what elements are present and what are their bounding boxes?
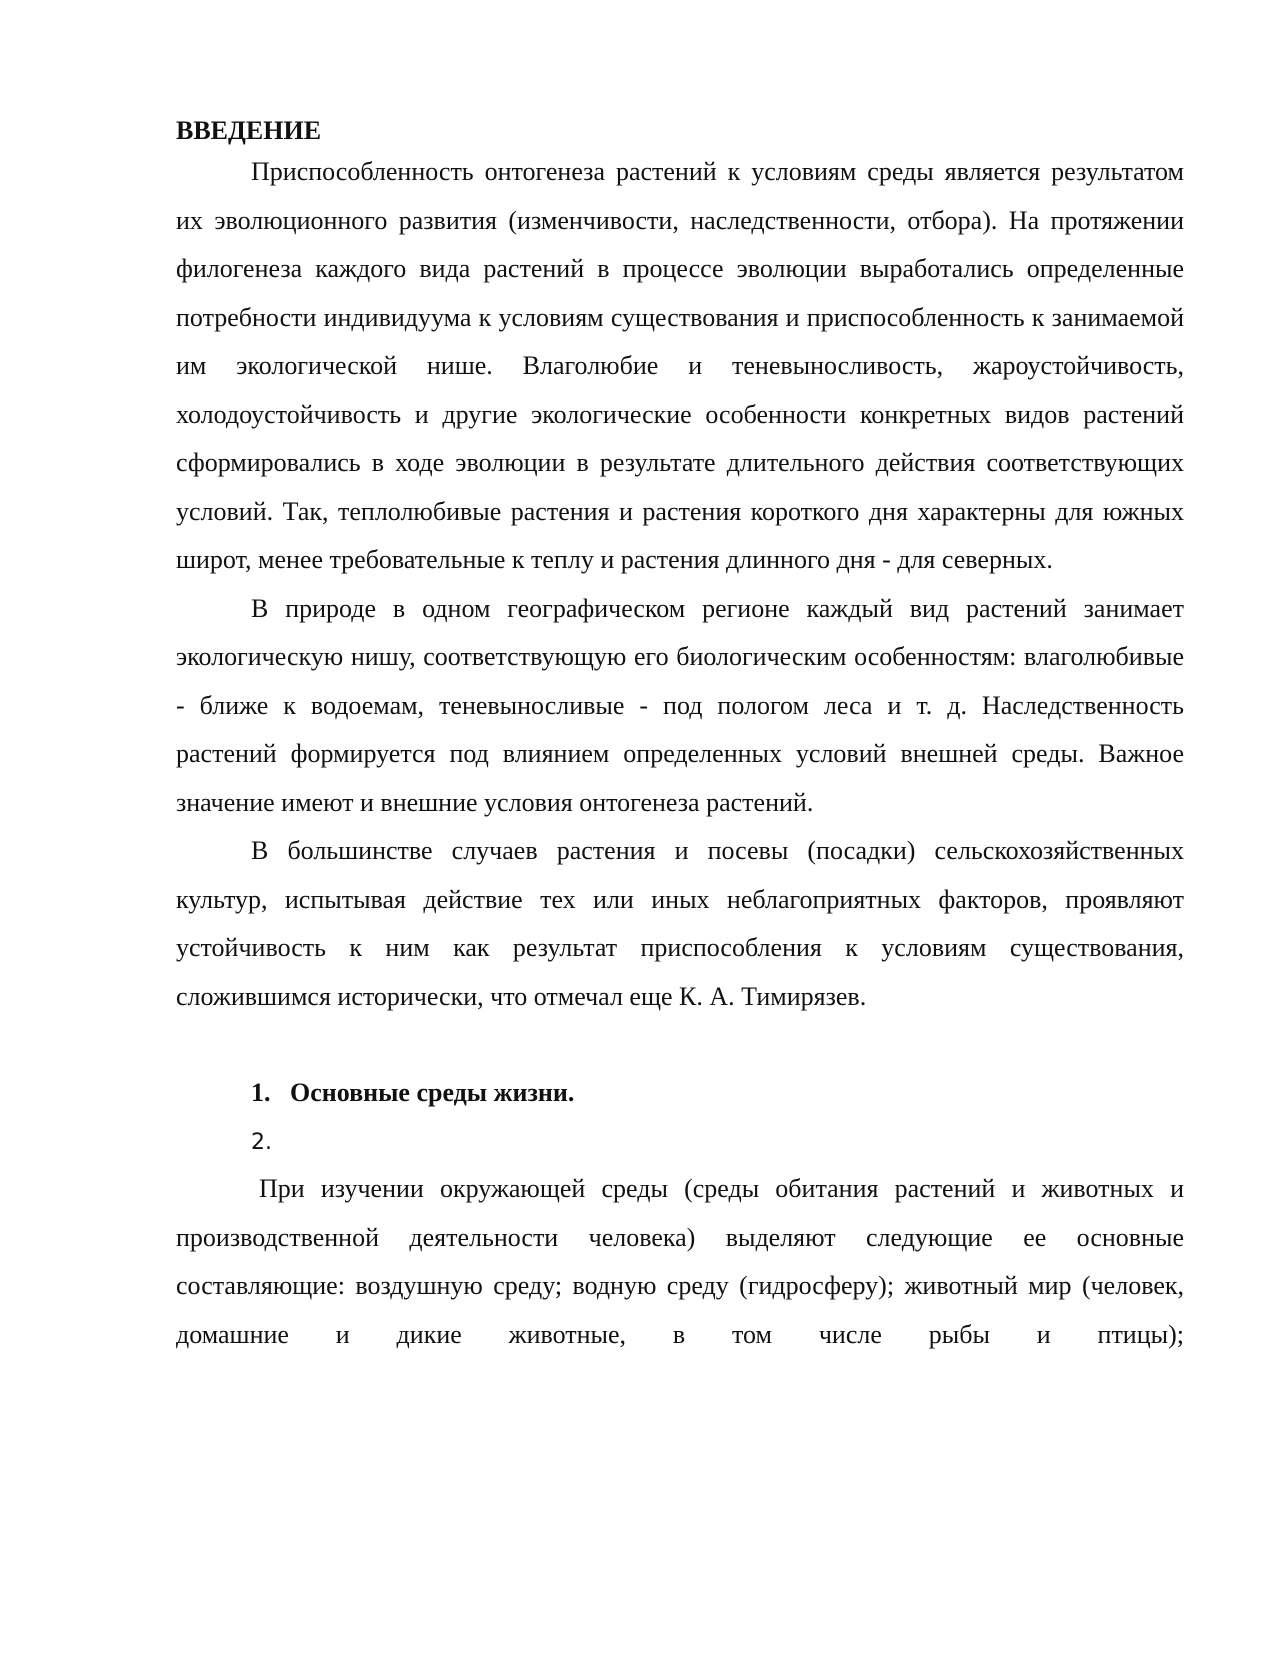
paragraph-3: В большинстве случаев растения и посевы (посадки) сельскохозяйственных культур, испытывая действие тех или иных неблагоприятных факторов, проявляют устойчивость к ним как результат приспособления к условиям существования, сложившимся исторически, что отмечал еще К. А. Тимирязев. — [176, 836, 1184, 1011]
section-heading: ВВЕДЕНИЕ — [176, 116, 322, 145]
list-text-1: Основные среды жизни. — [290, 1078, 575, 1107]
blank-line — [176, 1021, 1184, 1069]
document-body — [176, 114, 1184, 1359]
paragraph-1: Приспособленность онтогенеза растений к условиям среды является результатом их эволюционного развития (изменчивости, наследственности, отбора). На протяжении филогенеза каждого вида растений в процессе эволюции выработались определенные потребности индивидуума к условиям существования и приспособленность к занимаемой им экологической нише. Влаголюбие и теневыносливость, жароустойчивость, холодоустойчивость и другие экологические особенности конкретных видов растений сформировались в ходе эволюции в результате длительного действия соответствующих условий. Так, теплолюбивые растения и растения короткого дня характерны для южных широт, менее требовательные к теплу и растения длинного дня - для северных. — [176, 157, 1184, 574]
paragraph-2: В природе в одном географическом регионе каждый вид растений занимает экологическую нишу, соответствующую его биологическим особенностям: влаголюбивые - ближе к водоемам, теневыносливые - под пологом леса и т. д. Наследственность растений формируется под влиянием определенных условий внешней среды. Важное значение имеют и внешние условия онтогенеза растений. — [176, 593, 1184, 817]
list-number-1: 1. — [251, 1078, 271, 1107]
list-number-2: 2. — [251, 1130, 272, 1155]
list-item-2 — [176, 1117, 1184, 1165]
list-item-1 — [176, 1069, 1184, 1117]
paragraph-4: При изучении окружающей среды (среды обитания растений и животных и производственной деятельности человека) выделяют следующие ее основные составляющие: воздушную среду; водную среду (гидросферу); животный мир (человек, домашние и дикие животные, в том числе рыбы и птицы); — [176, 1174, 1184, 1349]
